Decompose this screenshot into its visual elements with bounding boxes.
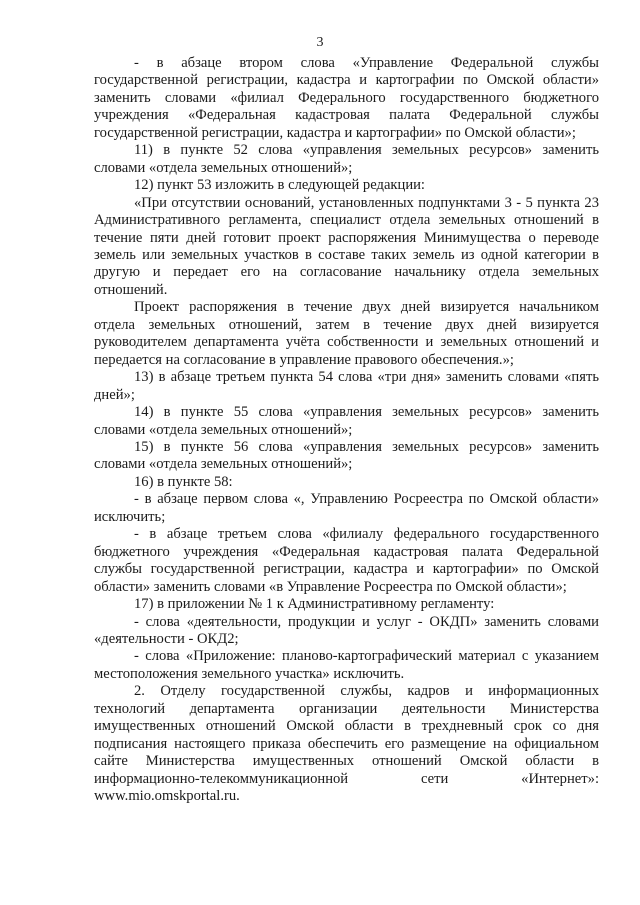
paragraph: - слова «Приложение: планово-картографический материал с указанием местоположения земельного участка» исключить. bbox=[94, 648, 599, 682]
paragraph: - слова «деятельности, продукции и услуг - ОКДП» заменить словами «деятельности - ОКД2; bbox=[94, 613, 599, 647]
paragraph: - в абзаце первом слова «, Управлению Росреестра по Омской области» исключить; bbox=[94, 491, 599, 525]
paragraph: 14) в пункте 55 слова «управления земельных ресурсов» заменить словами «отдела земельных отношений»; bbox=[94, 404, 599, 438]
document-body bbox=[94, 55, 599, 805]
paragraph: 11) в пункте 52 слова «управления земельных ресурсов» заменить словами «отдела земельных отношений»; bbox=[94, 142, 599, 176]
paragraph: - в абзаце втором слова «Управление Федеральной службы государственной регистрации, кадастра и картографии по Омской области» заменить словами «филиал Федерального государственного бюджетного учреждения «Федеральная кадастровая палата Федеральной службы государственной регистрации, кадастра и картографии» по Омской области»; bbox=[94, 55, 599, 141]
paragraph: Проект распоряжения в течение двух дней визируется начальником отдела земельных отношений, затем в течение двух дней визируется руководителем департамента учёта собственности и земельных отношений и передается на согласование в управление правового обеспечения.»; bbox=[94, 299, 599, 368]
paragraph: - в абзаце третьем слова «филиалу федерального государственного бюджетного учреждения «Федеральная кадастровая палата Федеральной службы государственной регистрации, кадастра и картографии» по Омской области» заменить словами «в Управление Росреестра по Омской области»; bbox=[94, 526, 599, 595]
paragraph: 17) в приложении № 1 к Административному регламенту: bbox=[134, 596, 495, 613]
paragraph: 15) в пункте 56 слова «управления земельных ресурсов» заменить словами «отдела земельных отношений»; bbox=[94, 438, 599, 473]
paragraph: 12) пункт 53 изложить в следующей редакции: bbox=[134, 177, 425, 194]
paragraph: 16) в пункте 58: bbox=[134, 473, 233, 490]
paragraph: «При отсутствии оснований, установленных подпунктами 3 - 5 пункта 23 Административного регламента, специалист отдела земельных отношений в течение пяти дней готовит проект распоряжения Минимущества о переводе земель или земельных участков в составе таких земель из одной категории в другую и передает его на согласование начальнику отдела земельных отношений. bbox=[94, 194, 599, 298]
page-number: 3 bbox=[316, 35, 324, 50]
paragraph: 2. Отделу государственной службы, кадров и информационных технологий департамента организации деятельности Министерства имущественных отношений Омской области в трехдневный срок со дня подписания настоящего приказа обеспечить его размещение на официальном сайте Министерства имущественных отношений Омской области в информационно-телекоммуникационной сети «Интернет»: www.mio.omskportal.ru. bbox=[94, 683, 599, 805]
paragraph: 13) в абзаце третьем пункта 54 слова «три дня» заменить словами «пять дней»; bbox=[94, 369, 599, 403]
